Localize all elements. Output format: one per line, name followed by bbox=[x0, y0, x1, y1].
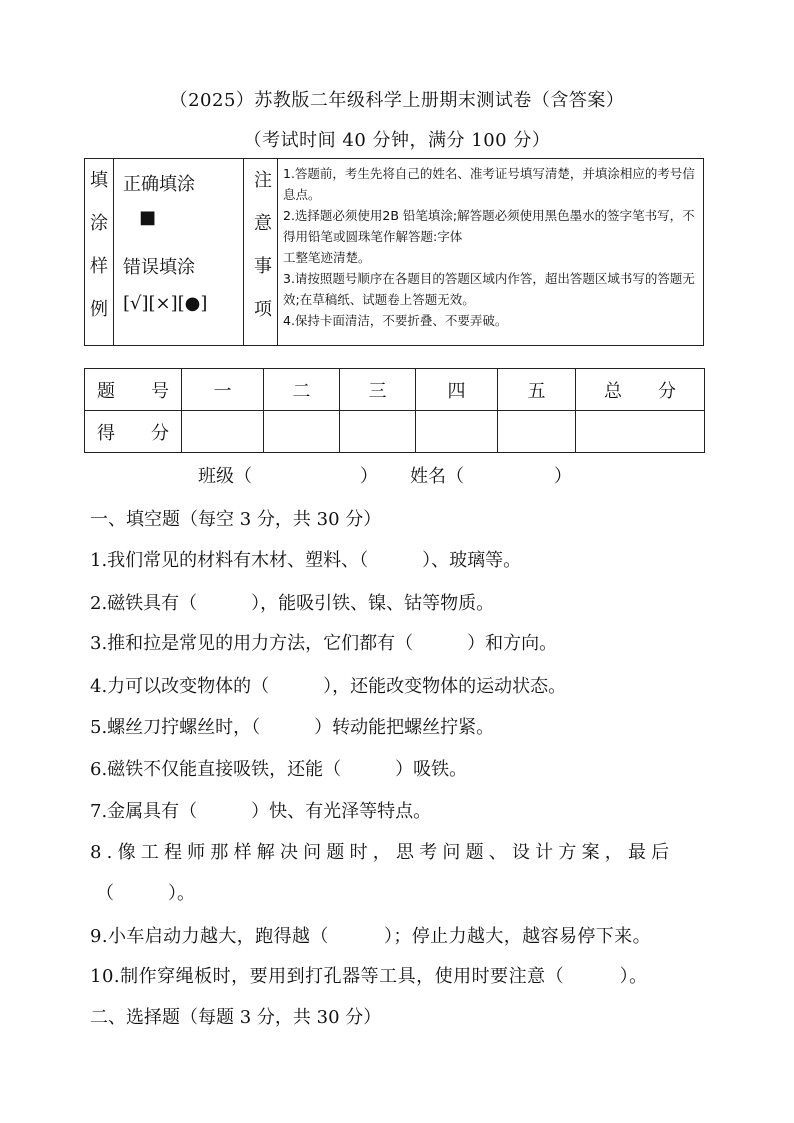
label-char: 意 bbox=[254, 213, 272, 234]
question-item: 7.金属具有（ ）快、有光泽等特点。 bbox=[90, 801, 432, 822]
header-cell: 四 bbox=[416, 369, 498, 411]
label-char: 注 bbox=[254, 170, 272, 191]
question-item: 2.磁铁具有（ ），能吸引铁、镍、钴等物质。 bbox=[90, 593, 495, 614]
question-item: 3.推和拉是常见的用力方法，它们都有（ ）和方向。 bbox=[90, 633, 558, 654]
question-item: 8.像工程师那样解决问题时，思考问题、设计方案，最后 bbox=[90, 842, 675, 863]
question-item: 9.小车启动力越大，跑得越（ ）；停止力越大，越容易停下来。 bbox=[90, 926, 651, 947]
header-cell: 一 bbox=[182, 369, 264, 411]
score-cell[interactable] bbox=[416, 411, 498, 453]
header-cell: 五 bbox=[498, 369, 576, 411]
question-item: 6.磁铁不仅能直接吸铁，还能（ ）吸铁。 bbox=[90, 759, 468, 780]
note-item: 3.请按照题号顺序在各题目的答题区域内作答，超出答题区域书写的答题无效;在草稿纸、试题卷上答题无效。 bbox=[283, 271, 695, 307]
divider bbox=[243, 159, 244, 345]
exam-title: （2025）苏教版二年级科学上册期末测试卷（含答案） bbox=[169, 90, 625, 111]
score-cell[interactable] bbox=[498, 411, 576, 453]
note-item: 4.保持卡面清洁，不要折叠、不要弄破。 bbox=[283, 313, 508, 328]
section-heading: 一、填空题（每空 3 分，共 30 分） bbox=[90, 509, 382, 530]
note-item: 工整笔迹清楚。 bbox=[283, 250, 371, 265]
label-char: 项 bbox=[254, 299, 272, 320]
score-header-row bbox=[85, 369, 705, 411]
exam-subtitle: （考试时间 40 分钟，满分 100 分） bbox=[243, 130, 551, 151]
wrong-fill-marks: [√][×][●] bbox=[123, 293, 208, 314]
score-cell[interactable] bbox=[264, 411, 340, 453]
section-heading: 二、选择题（每题 3 分，共 30 分） bbox=[90, 1007, 382, 1028]
fill-example-vertical-label bbox=[85, 159, 113, 331]
header-cell: 三 bbox=[340, 369, 416, 411]
question-item: 5.螺丝刀拧螺丝时，（ ）转动能把螺丝拧紧。 bbox=[90, 717, 495, 738]
score-cell[interactable] bbox=[340, 411, 416, 453]
note-item: 2.选择题必须使用2B 铅笔填涂;解答题必须使用黑色墨水的签字笔书写，不得用铅笔或圆珠笔作解答题:字体 bbox=[283, 208, 695, 244]
label-char: 例 bbox=[90, 299, 108, 320]
header-cell: 题 号 bbox=[85, 369, 182, 411]
score-cell[interactable] bbox=[576, 411, 705, 453]
question-item-continued: （ ）。 bbox=[96, 883, 195, 904]
correct-fill-label: 正确填涂 bbox=[123, 174, 195, 195]
question-item: 10.制作穿绳板时，要用到打孔器等工具，使用时要注意（ ）。 bbox=[90, 966, 648, 987]
label-char: 涂 bbox=[90, 213, 108, 234]
name-field[interactable]: 姓名（ ） bbox=[410, 466, 572, 487]
correct-fill-mark: ■ bbox=[139, 207, 157, 228]
wrong-fill-label: 错误填涂 bbox=[123, 257, 195, 278]
question-item: 1.我们常见的材料有木材、塑料、（ ）、玻璃等。 bbox=[90, 550, 522, 571]
instruction-box bbox=[84, 158, 704, 346]
header-cell: 二 bbox=[264, 369, 340, 411]
score-cell[interactable] bbox=[182, 411, 264, 453]
label-char: 样 bbox=[90, 256, 108, 277]
note-item: 1.答题前，考生先将自己的姓名、准考证号填写清楚，并填涂相应的考号信息点。 bbox=[283, 166, 695, 202]
question-item: 4.力可以改变物体的（ ），还能改变物体的运动状态。 bbox=[90, 676, 567, 697]
label-char: 事 bbox=[254, 256, 272, 277]
notes-list bbox=[283, 163, 701, 331]
divider bbox=[113, 159, 114, 345]
label-char: 填 bbox=[90, 170, 108, 191]
row-label-cell: 得 分 bbox=[85, 411, 182, 453]
divider bbox=[277, 159, 278, 345]
score-value-row bbox=[85, 411, 705, 453]
score-table bbox=[84, 368, 705, 453]
header-cell: 总 分 bbox=[576, 369, 705, 411]
notes-vertical-label bbox=[249, 159, 277, 331]
class-field[interactable]: 班级（ ） bbox=[198, 466, 378, 487]
